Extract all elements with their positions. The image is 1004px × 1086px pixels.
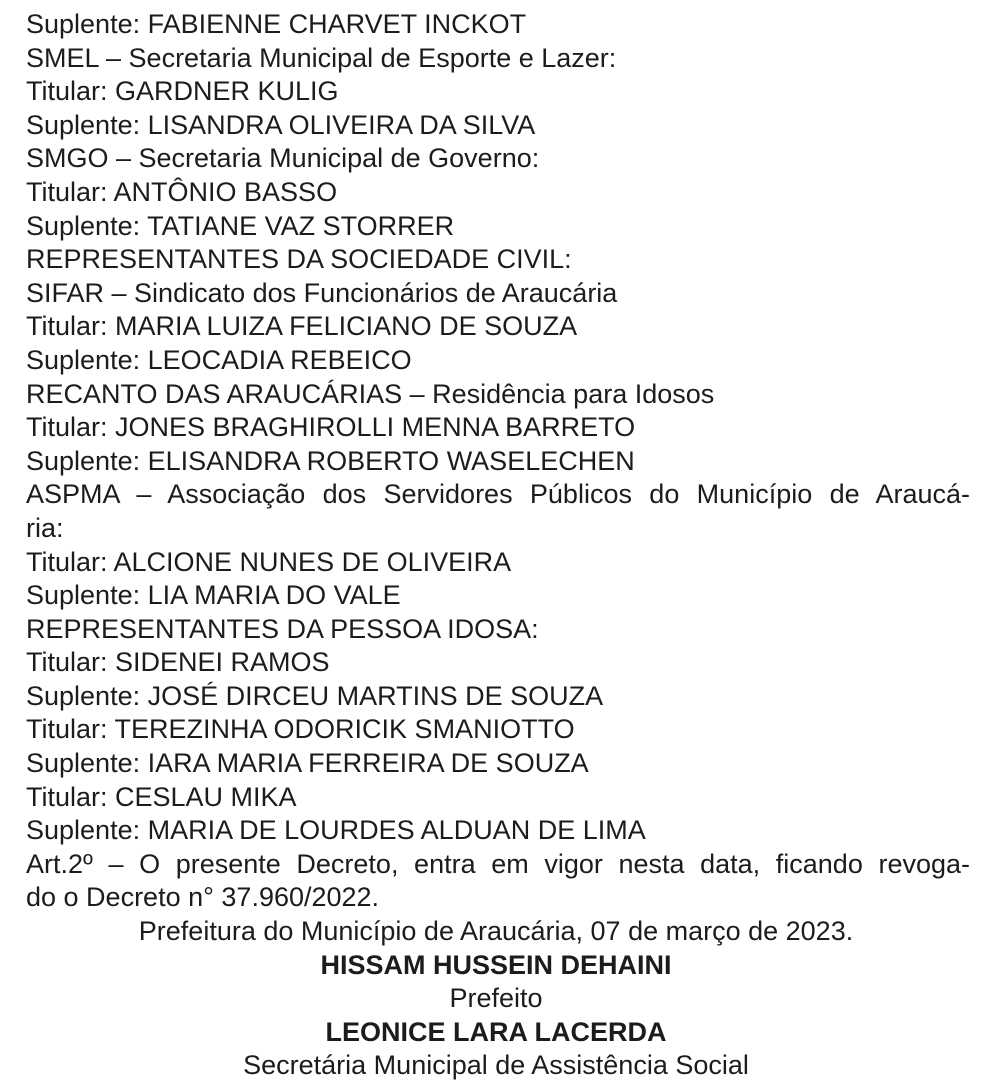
signatory-name: LEONICE LARA LACERDA — [325, 1016, 667, 1047]
member-line: Titular: JONES BRAGHIROLLI MENNA BARRETO — [26, 412, 636, 443]
signatory-name: HISSAM HUSSEIN DEHAINI — [320, 949, 672, 980]
signatory-role: Prefeito — [449, 983, 543, 1014]
organization-heading: SMGO – Secretaria Municipal de Governo: — [26, 143, 540, 174]
member-line: Suplente: FABIENNE CHARVET INCKOT — [26, 9, 527, 39]
member-line: Titular: GARDNER KULIG — [26, 76, 339, 107]
member-line: Suplente: MARIA DE LOURDES ALDUAN DE LIMA — [26, 815, 646, 846]
decree-document — [26, 8, 970, 1083]
organization-heading-continuation: ria: — [26, 512, 64, 543]
member-line: Suplente: LEOCADIA REBEICO — [26, 344, 412, 375]
article-text-continuation: do o Decreto n° 37.960/2022. — [26, 882, 380, 913]
member-line: Titular: ANTÔNIO BASSO — [26, 176, 338, 207]
member-line: Suplente: JOSÉ DIRCEU MARTINS DE SOUZA — [26, 680, 604, 711]
member-line: Suplente: ELISANDRA ROBERTO WASELECHEN — [26, 445, 635, 476]
member-line: Titular: TEREZINHA ODORICIK SMANIOTTO — [26, 714, 575, 745]
organization-heading: SMEL – Secretaria Municipal de Esporte e Lazer: — [26, 42, 617, 73]
section-heading: REPRESENTANTES DA PESSOA IDOSA: — [26, 613, 539, 644]
member-line: Titular: MARIA LUIZA FELICIANO DE SOUZA — [26, 311, 578, 342]
section-heading: REPRESENTANTES DA SOCIEDADE CIVIL: — [26, 244, 572, 275]
member-line: Suplente: IARA MARIA FERREIRA DE SOUZA — [26, 748, 589, 779]
member-line: Titular: SIDENEI RAMOS — [26, 647, 330, 678]
place-date: Prefeitura do Município de Araucária, 07 de março de 2023. — [138, 916, 854, 947]
organization-heading: RECANTO DAS ARAUCÁRIAS – Residência para Idosos — [26, 378, 715, 409]
member-line: Suplente: LIA MARIA DO VALE — [26, 580, 401, 611]
member-line: Suplente: TATIANE VAZ STORRER — [26, 210, 455, 241]
organization-heading: SIFAR – Sindicato dos Funcionários de Araucária — [26, 277, 618, 308]
member-line: Titular: ALCIONE NUNES DE OLIVEIRA — [26, 546, 512, 577]
organization-heading: ASPMA – Associação dos Servidores Públicos do Município de Araucá- — [26, 479, 970, 510]
signatory-role: Secretária Municipal de Assistência Social — [243, 1050, 749, 1081]
member-line: Titular: CESLAU MIKA — [26, 781, 297, 812]
member-line: Suplente: LISANDRA OLIVEIRA DA SILVA — [26, 109, 536, 140]
article-text: Art.2º – O presente Decreto, entra em vigor nesta data, ficando revoga- — [26, 848, 970, 879]
